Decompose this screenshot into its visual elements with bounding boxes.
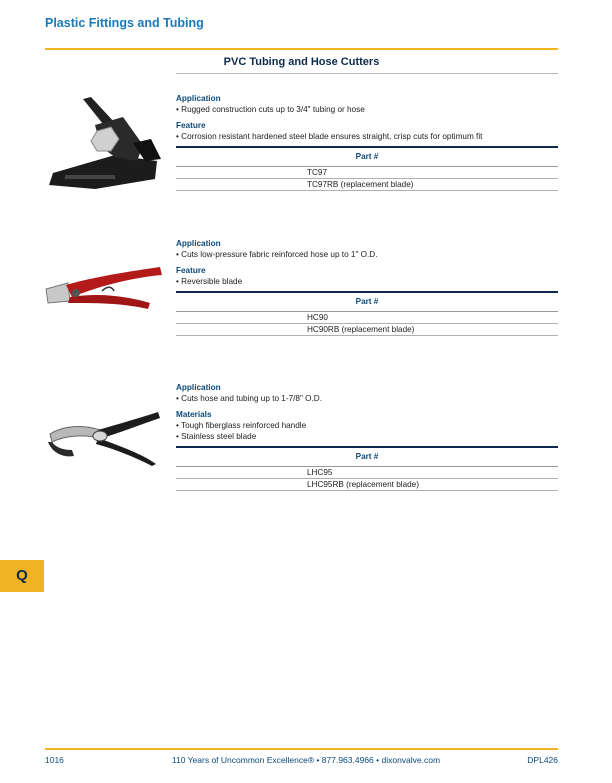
hose-cutter-image: [42, 263, 167, 313]
feature-label: Feature: [176, 266, 206, 275]
catalog-code: DPL426: [527, 755, 558, 765]
header-rule: [45, 48, 558, 50]
part-row: TC97: [176, 167, 558, 179]
part-table: [176, 446, 558, 491]
part-row: TC97RB (replacement blade): [176, 179, 558, 191]
feature-bullet: • Reversible blade: [176, 277, 243, 286]
part-table: [176, 291, 558, 336]
part-table-header: Part #: [176, 146, 558, 167]
part-row: LHC95RB (replacement blade): [176, 479, 558, 491]
materials-bullet: • Stainless steel blade: [176, 432, 257, 441]
application-label: Application: [176, 239, 221, 248]
footer-tagline: 110 Years of Uncommon Excellence® • 877.963.4966 • dixonvalve.com: [171, 755, 441, 765]
application-bullet: • Cuts hose and tubing up to 1-7/8" O.D.: [176, 394, 322, 403]
section-tab: Q: [0, 560, 44, 592]
feature-label: Feature: [176, 121, 206, 130]
page-heading: PVC Tubing and Hose Cutters: [223, 56, 380, 68]
materials-bullet: • Tough fiberglass reinforced handle: [176, 421, 307, 430]
part-table: [176, 146, 558, 191]
product-tc97: [176, 93, 558, 191]
part-table-header: Part #: [176, 446, 558, 467]
part-row: HC90: [176, 312, 558, 324]
application-label: Application: [176, 94, 221, 103]
feature-bullet: • Corrosion resistant hardened steel blade ensures straight, crisp cuts for optimum fit: [176, 132, 483, 141]
part-row: LHC95: [176, 467, 558, 479]
application-bullet: • Cuts low-pressure fabric reinforced hose up to 1" O.D.: [176, 250, 378, 259]
materials-label: Materials: [176, 410, 212, 419]
application-label: Application: [176, 383, 221, 392]
part-table-header: Part #: [176, 291, 558, 312]
page-number: 1016: [45, 755, 64, 765]
footer-rule: [45, 748, 558, 750]
tube-cutter-image: [45, 95, 165, 195]
section-title: Plastic Fittings and Tubing: [45, 16, 204, 30]
heading-rule: [176, 73, 558, 74]
product-hc90: [176, 238, 558, 336]
application-bullet: • Rugged construction cuts up to 3/4" tubing or hose: [176, 105, 365, 114]
ratchet-cutter-image: [42, 408, 164, 468]
product-lhc95: [176, 382, 558, 491]
part-row: HC90RB (replacement blade): [176, 324, 558, 336]
